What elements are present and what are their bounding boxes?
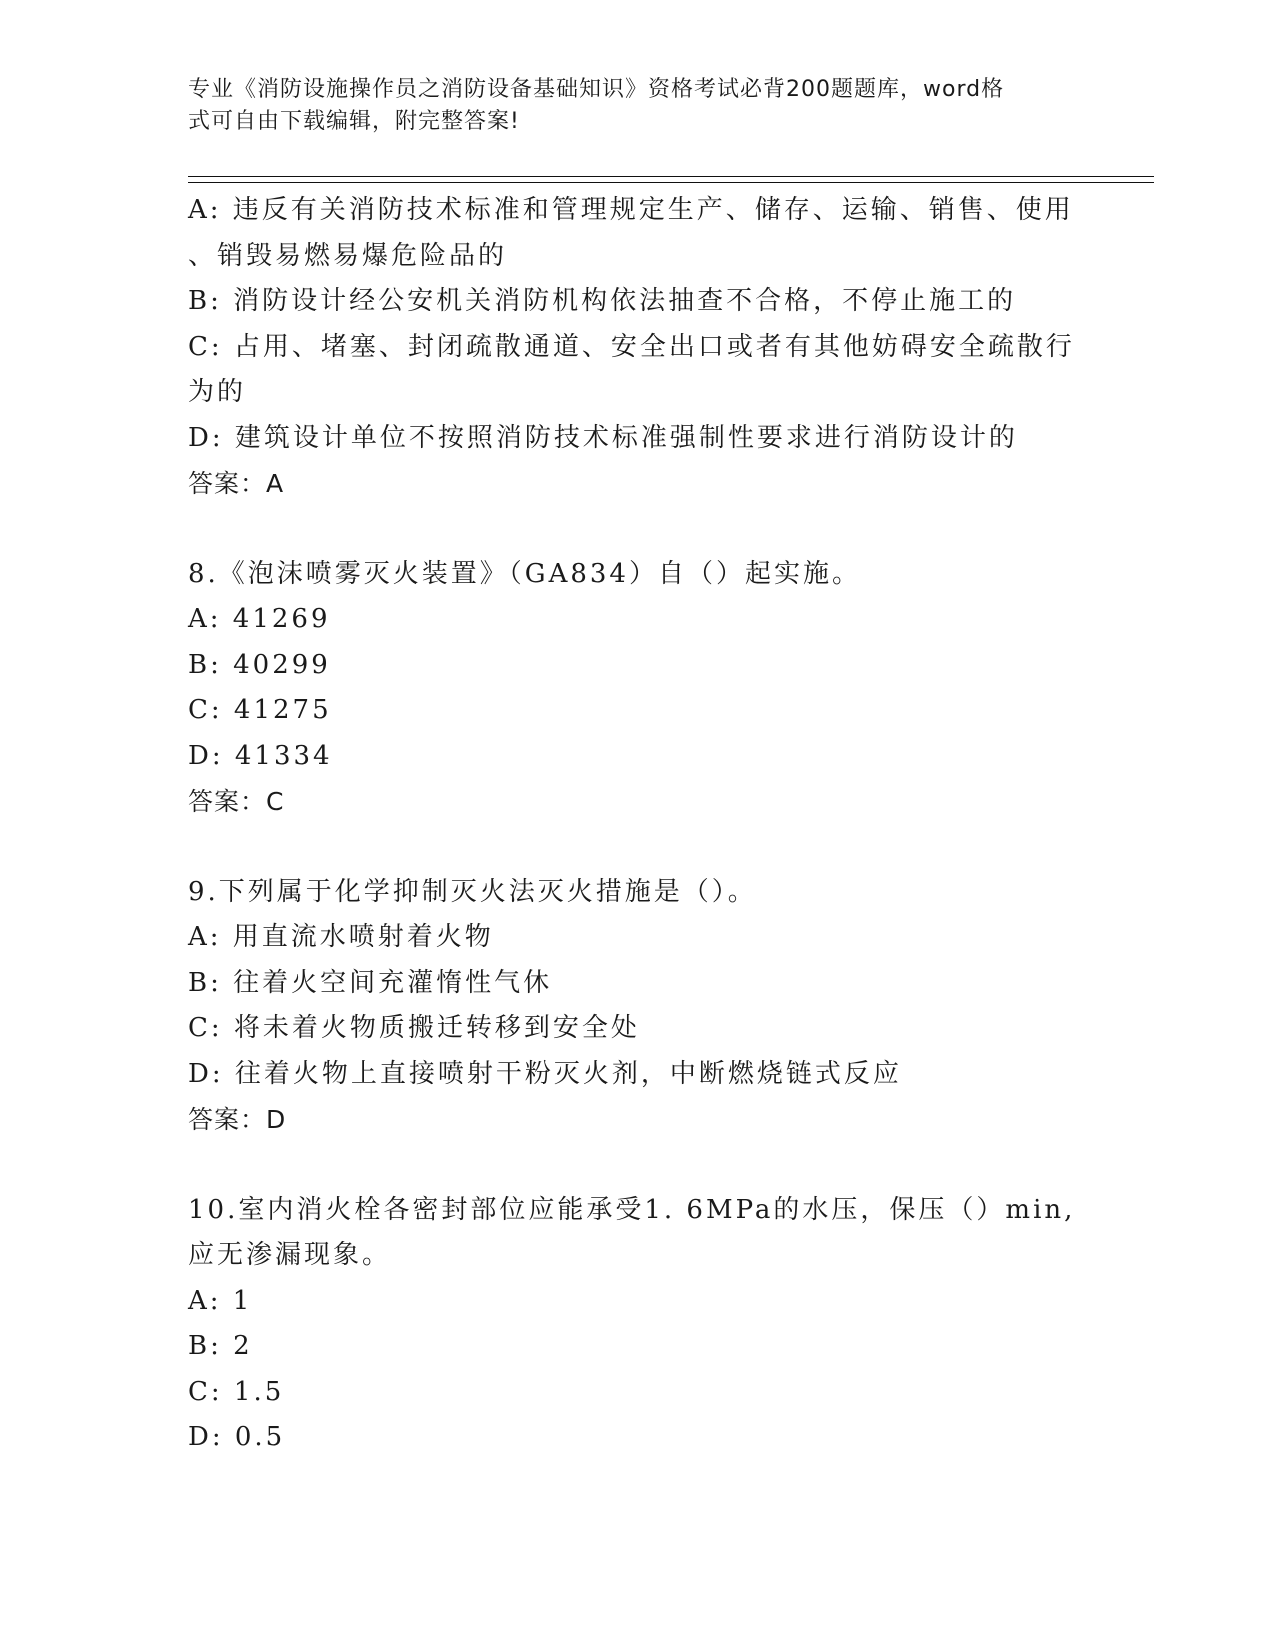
question-10 <box>188 1188 1088 1461</box>
question-stem-line-2: 应无渗漏现象。 <box>188 1240 392 1270</box>
header-line-2: 式可自由下载编辑，附完整答案! <box>188 109 520 134</box>
option-a-line-1: A: 违反有关消防技术标准和管理规定生产、储存、运输、销售、使用 <box>188 195 1074 225</box>
option-a: A: 1 <box>188 1285 253 1316</box>
option-a: A: 用直流水喷射着火物 <box>188 922 494 952</box>
spacer <box>188 507 1088 552</box>
option-d: D: 41334 <box>188 740 333 771</box>
option-b: B: 2 <box>188 1331 253 1361</box>
header-rule-bottom <box>188 182 1154 183</box>
option-c: C: 1.5 <box>188 1376 285 1407</box>
answer: 答案：D <box>188 1105 287 1134</box>
question-stem: 9.下列属于化学抑制灭火法灭火措施是（）。 <box>188 876 757 907</box>
option-d: D: 往着火物上直接喷射干粉灭火剂，中断燃烧链式反应 <box>188 1058 902 1089</box>
question-8 <box>188 552 1088 825</box>
option-c-line-1: C: 占用、堵塞、封闭疏散通道、安全出口或者有其他妨碍安全疏散行 <box>188 331 1075 362</box>
question-stem-line-1: 10.室内消火栓各密封部位应能承受1. 6MPa的水压，保压（）min, <box>188 1194 1076 1225</box>
option-b: B: 消防设计经公安机关消防机构依法抽查不合格，不停止施工的 <box>188 286 1017 316</box>
spacer <box>188 1143 1088 1188</box>
option-d: D: 建筑设计单位不按照消防技术标准强制性要求进行消防设计的 <box>188 422 1018 453</box>
option-c: C: 将未着火物质搬迁转移到安全处 <box>188 1013 640 1043</box>
option-a: A: 41269 <box>188 604 331 634</box>
question-stem: 8.《泡沫喷雾灭火装置》（GA834）自（）起实施。 <box>188 558 861 589</box>
option-b: B: 往着火空间充灌惰性气休 <box>188 967 553 998</box>
spacer <box>188 825 1088 870</box>
option-b: B: 40299 <box>188 649 331 680</box>
option-c-line-2: 为的 <box>188 377 247 407</box>
question-7 <box>188 188 1088 507</box>
option-d: D: 0.5 <box>188 1422 286 1452</box>
header-rule-top <box>188 176 1154 177</box>
answer: 答案：C <box>188 787 285 816</box>
option-c: C: 41275 <box>188 695 332 725</box>
header-line-1: 专业《消防设施操作员之消防设备基础知识》资格考试必背200题题库，word格 <box>188 77 1005 102</box>
question-9 <box>188 870 1088 1143</box>
question-list <box>188 188 1088 1461</box>
option-a-line-2: 、销毁易燃易爆危险品的 <box>188 240 508 271</box>
document-header <box>188 74 1068 138</box>
answer: 答案：A <box>188 469 285 498</box>
